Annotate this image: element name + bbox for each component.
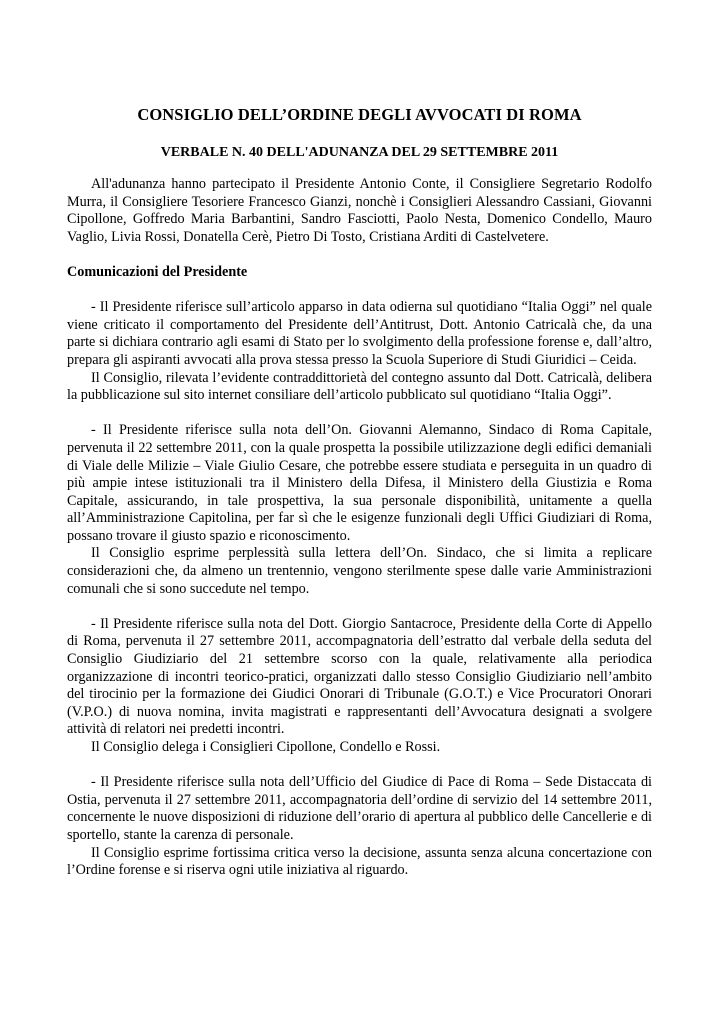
- spacer: [67, 246, 652, 264]
- spacer: [67, 598, 652, 616]
- attendance-paragraph: All'adunanza hanno partecipato il Presidente Antonio Conte, il Consigliere Segretario Rodolfo Murra, il Consigliere Tesoriere Francesco Gianzi, nonchè i Consiglieri Alessandro Cassiani, Giovanni Cipollone, Goffredo Maria Barbantini, Sandro Fasciotti, Paolo Nesta, Domenico Condello, Mauro Vaglio, Livia Rossi, Donatella Cerè, Pietro Di Tosto, Cristiana Arditi di Castelvetere.: [67, 176, 652, 245]
- document-body: [67, 176, 652, 880]
- item-2-resolution: Il Consiglio esprime perplessità sulla lettera dell’On. Sindaco, che si limita a replicare considerazioni che, da almeno un trentennio, vengono sterilmente spese dalle varie Amministrazioni comunali che si sono succedute nel tempo.: [67, 545, 652, 597]
- item-3-resolution: Il Consiglio delega i Consiglieri Cipollone, Condello e Rossi.: [91, 739, 441, 755]
- item-2-report: - Il Presidente riferisce sulla nota dell’On. Giovanni Alemanno, Sindaco di Roma Capitale, pervenuta il 22 settembre 2011, con la quale prospetta la possibile utilizzazione degli edifici demaniali di Viale delle Milizie – Viale Giulio Cesare, che potrebbe essere studiata e perseguita in un quadro di più ampie intese istituzionali tra il Ministero della Difesa, il Ministero della Giustizia e Roma Capitale, assicurando, in tale prospettiva, la sua personale disponibilità, unitamente a quella all’Amministrazione Capitolina, per far sì che le esigenze funzionali degli Uffici Giudiziari di Roma, possano trovare il giusto spazio e riconoscimento.: [67, 422, 652, 544]
- spacer: [67, 282, 652, 300]
- section-heading: Comunicazioni del Presidente: [67, 263, 248, 280]
- document-title: CONSIGLIO DELL’ORDINE DEGLI AVVOCATI DI ROMA: [137, 105, 582, 124]
- spacer: [67, 405, 652, 423]
- item-1-resolution: Il Consiglio, rilevata l’evidente contraddittorietà del contegno assunto dal Dott. Catricalà, delibera la pubblicazione sul sito internet consiliare dell’articolo pubblicato sul quotidiano “Italia Oggi”.: [67, 369, 652, 404]
- document-subtitle: VERBALE N. 40 DELL'ADUNANZA DEL 29 SETTEMBRE 2011: [160, 145, 559, 160]
- item-3-report: - Il Presidente riferisce sulla nota del Dott. Giorgio Santacroce, Presidente della Corte di Appello di Roma, pervenuta il 27 settembre 2011, accompagnatoria dell’estratto dal verbale della seduta del Consiglio Giudiziario del 21 settembre scorso con la quale, relativamente alla periodica organizzazione di incontri teorico-pratici, organizzati dallo stesso Consiglio Giudiziario nell’ambito del tirocinio per la formazione dei Giudici Onorari di Tribunale (G.O.T.) e Vice Procuratori Onorari (V.P.O.) di nuova nomina, invita magistrati e rappresentanti dell’Avvocatura designati a svolgere attività di relatori nei predetti incontri.: [67, 615, 652, 738]
- item-1-report: - Il Presidente riferisce sull’articolo apparso in data odierna sul quotidiano “Italia Oggi” nel quale viene criticato il comportamento del Presidente dell’Antitrust, Dott. Antonio Catricalà che, da una parte si dichiara contrario agli esami di Stato per lo svolgimento della professione forense e, dall’altro, prepara gli aspiranti avvocati alla prova stessa presso la Scuola Superiore di Studi Giuridici – Ceida.: [67, 299, 652, 368]
- spacer: [67, 757, 652, 775]
- item-4-report: - Il Presidente riferisce sulla nota dell’Ufficio del Giudice di Pace di Roma – Sede Distaccata di Ostia, pervenuta il 27 settembre 2011, accompagnatoria dell’ordine di servizio del 14 settembre 2011, concernente le nuove disposizioni di riduzione dell’orario di apertura al pubblico delle Cancellerie e di sportello, stante la carenza di personale.: [67, 774, 652, 843]
- item-4-resolution: Il Consiglio esprime fortissima critica verso la decisione, assunta senza alcuna concertazione con l’Ordine forense e si riserva ogni utile iniziativa al riguardo.: [67, 844, 652, 879]
